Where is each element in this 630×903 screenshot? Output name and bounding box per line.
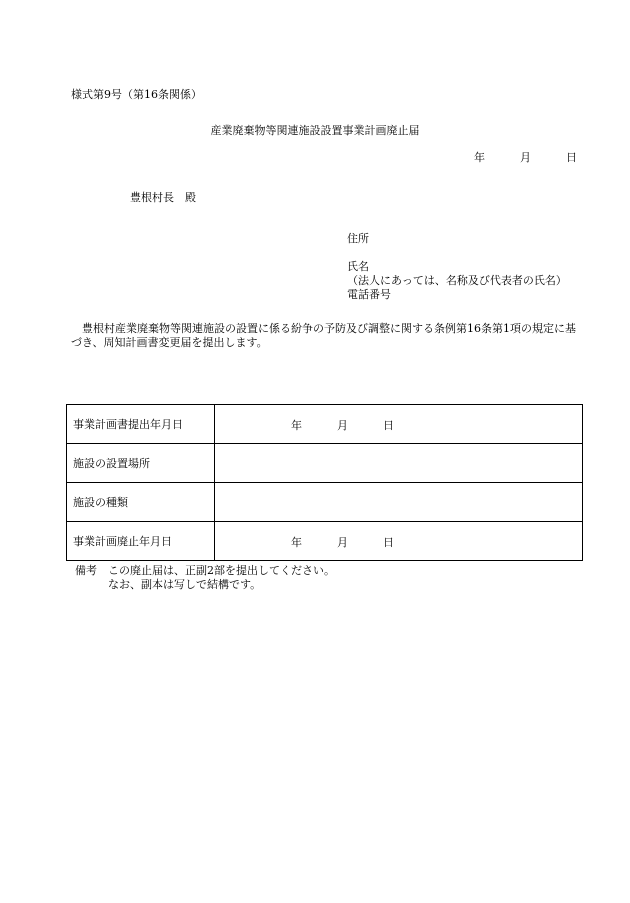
document-title: 産業廃棄物等関連施設設置事業計画廃止届 (210, 124, 420, 137)
row-value-facility-type (215, 483, 583, 522)
year-label: 年 (291, 419, 302, 432)
table-row (67, 483, 583, 522)
table-row (67, 405, 583, 444)
month-label: 月 (337, 419, 348, 432)
info-table (66, 404, 583, 561)
row-value-facility-location (215, 444, 583, 483)
name-label: 氏名 (347, 260, 369, 273)
date-day-label: 日 (566, 151, 577, 164)
form-number: 様式第9号（第16条関係） (71, 88, 202, 101)
row-label-facility-type: 施設の種類 (67, 483, 215, 522)
body-text: 豊根村産業廃棄物等関連施設の設置に係る紛争の予防及び調整に関する条例第16条第1項の規定に基づき、周知計画書変更届を提出します。 (71, 322, 576, 349)
row-value-submission-date (215, 405, 583, 444)
phone-label: 電話番号 (347, 288, 391, 301)
row-label-facility-location: 施設の設置場所 (67, 444, 215, 483)
name-note: （法人にあっては、名称及び代表者の氏名） (347, 274, 567, 287)
month-label: 月 (337, 536, 348, 549)
year-label: 年 (291, 536, 302, 549)
addressee: 豊根村長 殿 (130, 191, 196, 204)
date-month-label: 月 (520, 151, 531, 164)
remarks-line-2: なお、副本は写しで結構です。 (108, 578, 262, 591)
applicant-block (347, 232, 567, 302)
row-value-abolition-date (215, 522, 583, 561)
table-row (67, 444, 583, 483)
day-label: 日 (383, 536, 394, 549)
day-label: 日 (383, 419, 394, 432)
remarks-line-1: 備考 この廃止届は、正副2部を提出してください。 (75, 564, 335, 577)
row-label-abolition-date: 事業計画廃止年月日 (67, 522, 215, 561)
table-row (67, 522, 583, 561)
row-label-submission-date: 事業計画書提出年月日 (67, 405, 215, 444)
date-year-label: 年 (474, 151, 485, 164)
address-label: 住所 (347, 232, 369, 245)
